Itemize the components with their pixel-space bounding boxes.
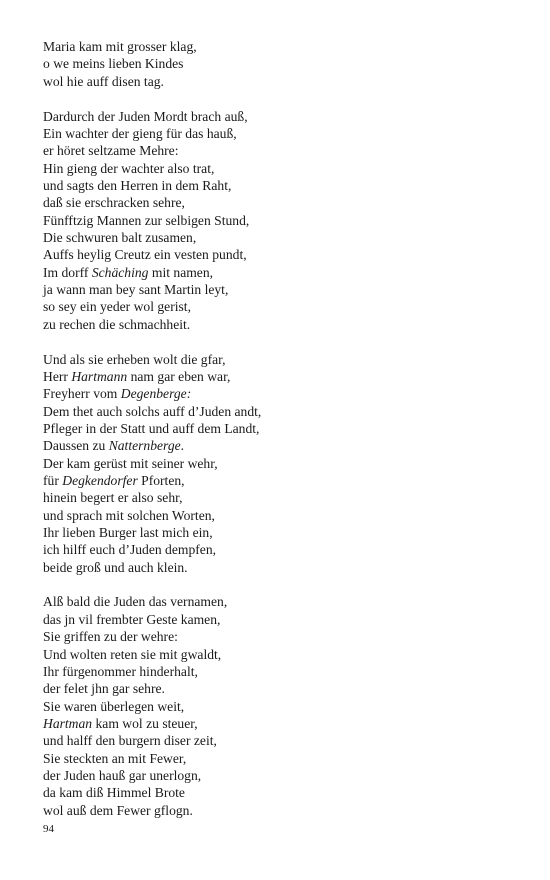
verse-text: wol hie auff disen tag. [43,73,164,89]
stanza [43,351,513,576]
stanza [43,108,513,333]
verse-line [43,246,513,263]
verse-text: wol auß dem Fewer gflogn. [43,802,193,818]
verse-line [43,802,513,819]
verse-line [43,108,513,125]
verse-line [43,298,513,315]
verse-text: und sagts den Herren in dem Raht, [43,177,232,193]
verse-text: er höret seltzame Mehre: [43,143,179,159]
verse-line [43,784,513,801]
verse-line [43,680,513,697]
verse-line [43,489,513,506]
verse-text: beide groß und auch klein. [43,559,188,575]
verse-text: Sie waren überlegen weit, [43,698,185,714]
verse-line [43,212,513,229]
verse-text: Die schwuren balt zusamen, [43,229,197,245]
verse-line [43,437,513,454]
verse-text: ich hilff euch d’Juden dempfen, [43,542,217,558]
verse-text: ja wann man bey sant Martin leyt, [43,281,229,297]
verse-line [43,715,513,732]
verse-line [43,281,513,298]
verse-text: mit namen, [148,264,214,280]
verse-text: Ihr lieben Burger last mich ein, [43,524,213,540]
verse-line [43,73,513,90]
page-number: 94 [43,823,54,835]
italic-name: Degenberge: [120,386,192,402]
verse-line [43,559,513,576]
verse-line [43,368,513,385]
verse-text: Maria kam mit grosser klag, [43,39,197,54]
verse-line [43,125,513,142]
verse-text: nam gar eben war, [127,368,231,384]
verse-line [43,698,513,715]
verse-line [43,403,513,420]
poem-text [43,38,513,836]
verse-text: so sey ein yeder wol gerist, [43,299,191,315]
verse-text: und sprach mit solchen Worten, [43,507,215,523]
verse-text: das jn vil frembter Geste kamen, [43,611,221,627]
italic-name: Schäching [91,264,149,280]
verse-line [43,593,513,610]
verse-text: und halff den burgern diser zeit, [43,733,217,749]
stanza [43,38,513,90]
verse-text: daß sie erschracken sehre, [43,195,185,211]
verse-text: Der kam gerüst mit seiner wehr, [43,455,218,471]
italic-name: Hartmann [71,368,128,384]
verse-line [43,750,513,767]
verse-text: o we meins lieben Kindes [43,56,184,72]
verse-text: Und wolten reten sie mit gwaldt, [43,646,222,662]
verse-line [43,420,513,437]
verse-line [43,38,513,55]
verse-line [43,160,513,177]
verse-text: Pfleger in der Statt und auff dem Landt, [43,420,260,436]
verse-text: der felet jhn gar sehre. [43,681,165,697]
verse-line [43,194,513,211]
verse-text: Ein wachter der gieng für das hauß, [43,125,237,141]
verse-text: Sie steckten an mit Fewer, [43,750,187,766]
verse-text: Dem thet auch solchs auff d’Juden andt, [43,403,262,419]
italic-name: Degkendorfer [62,472,138,488]
verse-line [43,316,513,333]
verse-line [43,611,513,628]
verse-text: Alß bald die Juden das vernamen, [43,594,228,610]
verse-text: zu rechen die schmachheit. [43,316,191,332]
verse-text: Und als sie erheben wolt die gfar, [43,351,226,367]
verse-line [43,455,513,472]
italic-name: Natternberge [108,438,181,454]
verse-text: Sie griffen zu der wehre: [43,629,178,645]
verse-line [43,732,513,749]
italic-name: Hartman [43,715,93,731]
verse-text: Herr [43,368,72,384]
verse-text: Dardurch der Juden Mordt brach auß, [43,108,248,124]
verse-line [43,472,513,489]
verse-line [43,628,513,645]
verse-text: Im dorff [43,264,92,280]
verse-text: da kam diß Himmel Brote [43,785,185,801]
verse-line [43,507,513,524]
verse-line [43,177,513,194]
verse-text: . [180,438,185,454]
verse-line [43,55,513,72]
verse-text: Ihr fürgenommer hinderhalt, [43,663,198,679]
verse-text: für [43,472,63,488]
verse-line [43,646,513,663]
verse-text: Pforten, [137,472,185,488]
verse-text: Hin gieng der wachter also trat, [43,160,215,176]
verse-text: Fünfftzig Mannen zur selbigen Stund, [43,212,250,228]
verse-text: Freyherr vom [43,386,121,402]
verse-line [43,385,513,402]
verse-line [43,524,513,541]
verse-text: Daussen zu [43,438,109,454]
verse-text: hinein begert er also sehr, [43,490,183,506]
verse-text: der Juden hauß gar unerlogn, [43,767,202,783]
verse-line [43,663,513,680]
verse-line [43,264,513,281]
verse-line [43,142,513,159]
verse-line [43,541,513,558]
verse-line [43,351,513,368]
verse-text: Auffs heylig Creutz ein vesten pundt, [43,247,247,263]
stanza [43,593,513,818]
verse-line [43,767,513,784]
verse-text: kam wol zu steuer, [92,715,198,731]
verse-line [43,229,513,246]
